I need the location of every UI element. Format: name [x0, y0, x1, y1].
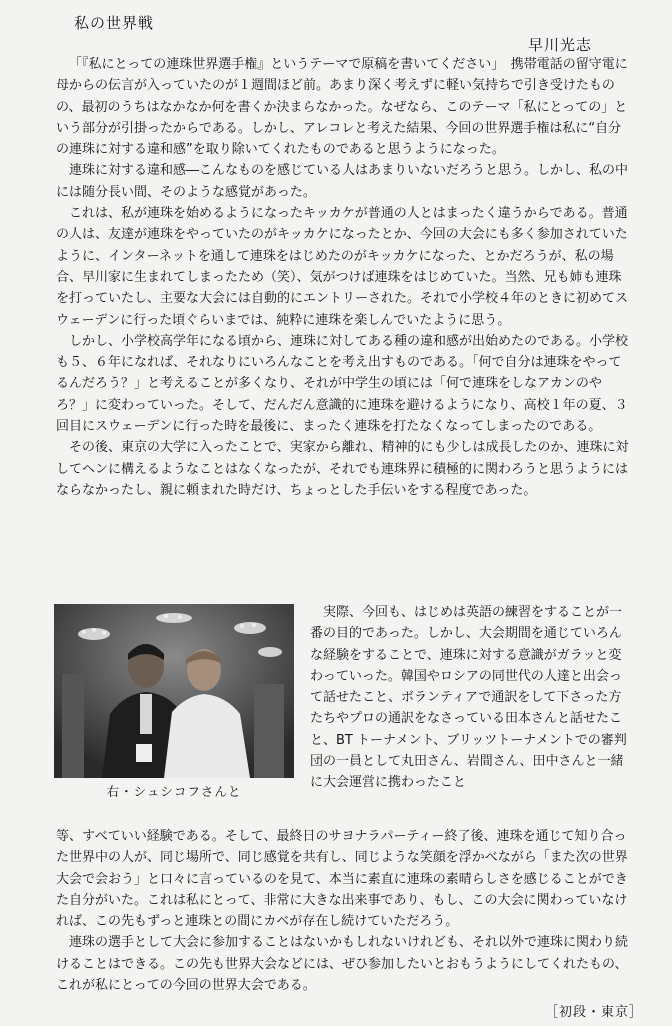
paragraph: その後、東京の大学に入ったことで、実家から離れ、精神的にも少しは成長したのか、連珠に対してヘンに構えるようなことはなくなったが、それでも連珠界に積極的に関わろうと思うようにはならなかったし、親に頼まれた時だけ、ちょっとした手伝いをする程度であった。 — [56, 440, 629, 498]
paragraph: 実際、今回も、はじめは英語の練習をすることが一番の目的であった。しかし、大会期間を通じていろんな経験をすることで、連珠に対する意識がガラッと変わっていった。韓国やロシアの同世代の人達と出会って話せたこと、ボランティアで通訳をして下さった方たちやプロの通訳をなさっている田本さんと話せたこと、BT トーナメント、ブリッツトーナメントでの審判団の一員として丸田さん、岩間さん、田中さんと一緒に大会運営に携わったこと — [310, 605, 627, 791]
photo-figure — [54, 604, 294, 800]
paragraph: 「『私にとっての連珠世界選手権』というテーマで原稿を書いてください」 携帯電話の留守電に母からの伝言が入っていたのが１週間ほど前。あまり深く考えずに軽い気持ちで引き受けたものの、最初のうちはなかなか何を書くか決まらなかった。なぜなら、このテーマ「私にとっての」という部分が引掛ったからである。しかし、アレコレと考えた結果、今回の世界選手権は私に“自分の連珠に対する違和感”を取り除いてくれたものであると思うようになった。 — [56, 57, 628, 158]
photo — [54, 604, 294, 778]
author-name: 早川光志 — [528, 36, 593, 54]
rank-location: ［初段・東京］ — [545, 1005, 644, 1020]
photo-caption: 右・シュシコフさんと — [106, 784, 242, 799]
photo-illustration — [54, 604, 294, 778]
wrapped-column — [310, 602, 632, 794]
paragraph-continuation: 等、すべていい経験である。そして、最終日のサヨナラパーティー終了後、連珠を通じて知り合った世界中の人が、同じ場所で、同じ感覚を共有し、同じような笑顔を浮かべながら「また次の世界大会で会おう」と口々に言っているのを見て、本当に素直に連珠の素晴らしさを感じることができた自分がいた。これは私にとって、非常に大きな出来事であり、もし、この大会に関わっていなければ、この先もずっと連珠との間にカベが存在し続けていただろう。 — [56, 829, 628, 930]
article-title: 私の世界戦 — [74, 14, 155, 32]
paragraph: これは、私が連珠を始めるようになったキッカケが普通の人とはまったく違うからである。普通の人は、友達が連珠をやっていたのがキッカケになったとか、今回の大会にも多く参加されていたように、インターネットを通して連珠をはじめたのがキッカケになった、とかだろうが、私の場合、早川家に生まれてしまったため（笑）、気がつけば連珠をはじめていた。当然、兄も姉も連珠を打っていたし、主要な大会には自動的にエントリーされた。それで小学校４年のときに初めてスウェーデンに行った頃ぐらいまでは、純粋に連珠を楽しんでいたように思う。 — [56, 206, 629, 328]
paragraph: 連珠に対する違和感―こんなものを感じている人はあまりいないだろうと思う。しかし、私の中には随分長い間、そのような感覚があった。 — [56, 163, 629, 200]
lower-body — [56, 826, 632, 996]
article-body — [56, 54, 632, 501]
paragraph: 連珠の選手として大会に参加することはないかもしれないけれども、それ以外で連珠に関わり続けることはできる。この先も世界大会などには、ぜひ参加したいとおもうようにしてくれたもの、これが私にとっての今回の世界大会である。 — [56, 935, 629, 994]
paragraph: しかし、小学校高学年になる頃から、連珠に対してある種の違和感が出始めたのである。小学校も５、６年になれば、それなりにいろんなことを考え出すものである。「何で自分は連珠をやってるんだろう？」と考えることが多くなり、それが中学生の頃には「何で連珠をしなアカンのやろ？」に変わっていった。そして、だんだん意識的に連珠を避けるようになり、高校１年の夏、３回目にスウェーデンに行った時を最後に、まったく連珠を打たなくなってしまったのである。 — [56, 333, 629, 435]
